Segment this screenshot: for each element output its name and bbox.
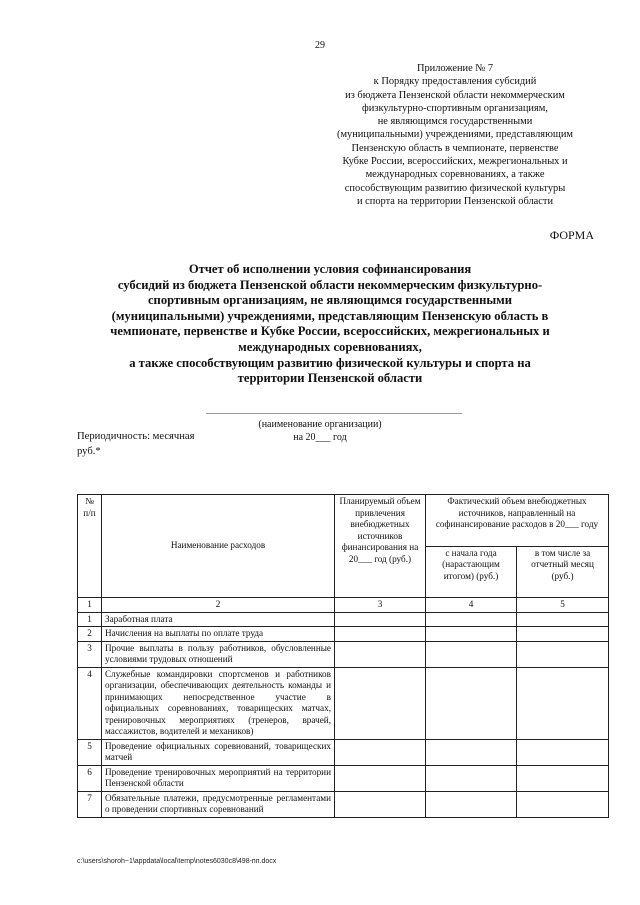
row-number: 6 [78,765,102,791]
row-expense-name: Проведение официальных соревнований, товарищеских матчей [102,739,335,765]
row-cumulative-cell[interactable] [426,627,517,642]
row-planned-cell[interactable] [335,667,426,739]
row-expense-name: Заработная плата [102,612,335,627]
appendix-header [315,62,595,208]
expenses-table [77,494,609,818]
row-expense-name: Начисления на выплаты по оплате труда [102,627,335,642]
title-line: международных соревнованиях, [238,339,422,354]
periodicity: Периодичность: месячная [77,431,195,442]
year-line: на 20___ год [293,432,347,443]
row-cumulative-cell[interactable] [426,612,517,627]
appendix-line: не являющимся государственными [377,116,533,128]
row-number: 5 [78,739,102,765]
row-number: 4 [78,667,102,739]
row-planned-cell[interactable] [335,612,426,627]
title-line: субсидий из бюджета Пензенской области некоммерческим физкультурно- [117,277,543,292]
table-row [78,667,609,739]
title-line: спортивным организациям, не являющимся государственными [147,293,513,308]
row-cumulative-cell[interactable] [426,739,517,765]
row-planned-cell[interactable] [335,765,426,791]
appendix-line: и спорта на территории Пензенской области [356,195,554,207]
row-month-cell[interactable] [517,612,609,627]
row-expense-name: Прочие выплаты в пользу работников, обусловленные условиями трудовых отношений [102,641,335,667]
table-row [78,765,609,791]
row-month-cell[interactable] [517,667,609,739]
appendix-line: способствующим развитию физической культуры [344,182,566,194]
table-row [78,627,609,642]
table-header-row [78,495,609,547]
table-row [78,791,609,817]
row-month-cell[interactable] [517,641,609,667]
table-row [78,641,609,667]
row-cumulative-cell[interactable] [426,667,517,739]
row-number: 3 [78,641,102,667]
title-line: Отчет об исполнении условия софинансирования [188,262,472,276]
row-number: 2 [78,627,102,642]
header-actual-month: в том числе за отчетный месяц (руб.) [517,546,609,598]
row-month-cell[interactable] [517,765,609,791]
row-month-cell[interactable] [517,627,609,642]
header-planned: Планируемый объем привлечения внебюджетных источников финансирования на 20___ год (руб.) [335,495,426,598]
row-expense-name: Проведение тренировочных мероприятий на территории Пензенской области [102,765,335,791]
page-number: 29 [315,40,325,51]
table-row [78,739,609,765]
row-month-cell[interactable] [517,791,609,817]
row-planned-cell[interactable] [335,739,426,765]
organization-caption-label: (наименование организации) [258,419,382,430]
appendix-line: из бюджета Пензенской области некоммерческим [345,89,565,101]
currency-unit: руб.* [77,446,101,457]
column-number: 5 [517,598,609,613]
row-cumulative-cell[interactable] [426,765,517,791]
column-number: 3 [335,598,426,613]
row-number: 1 [78,612,102,627]
title-line: а также способствующим развитию физической культуры и спорта на [129,355,531,370]
title-line: чемпионате, первенстве и Кубке России, всероссийских, межрегиональных и [110,324,550,339]
row-number: 7 [78,791,102,817]
appendix-line: физкультурно-спортивным организациям, [362,102,548,114]
row-cumulative-cell[interactable] [426,791,517,817]
row-month-cell[interactable] [517,739,609,765]
header-number: № п/п [78,495,102,598]
title-line: территории Пензенской области [237,371,423,386]
column-number: 4 [426,598,517,613]
column-number-row [78,598,609,613]
row-expense-name: Обязательные платежи, предусмотренные регламентами о проведении спортивных соревнований [102,791,335,817]
header-expense-name: Наименование расходов [102,495,335,598]
appendix-line: Пензенскую область в чемпионате, первенстве [351,142,559,154]
column-number: 1 [78,598,102,613]
appendix-line: Кубке России, всероссийских, межрегиональных и [342,156,568,168]
header-actual-cumulative: с начала года (нарастающим итогом) (руб.) [426,546,517,598]
appendix-line: (муниципальными) учреждениями, представляющим [337,129,573,141]
row-planned-cell[interactable] [335,641,426,667]
appendix-line: к Порядку предоставления субсидий [373,76,537,88]
table-row [78,612,609,627]
organization-name-line [206,413,462,414]
appendix-line: Приложение № 7 [416,63,494,74]
row-planned-cell[interactable] [335,627,426,642]
row-cumulative-cell[interactable] [426,641,517,667]
appendix-line: международных соревнованиях, а также [365,169,545,181]
column-number: 2 [102,598,335,613]
footer-file-path: c:\users\shoroh~1\appdata\local\temp\notes6030c8\498-пп.docx [77,858,277,865]
title-line: (муниципальными) учреждениями, представляющим Пензенскую область в [111,308,549,323]
row-expense-name: Служебные командировки спортсменов и работников организации, обеспечивающих деятельность команды и принимающих непосредственное участие в официальных соревнованиях, товарищеских матчах, тренировочных мероприятиях (тренеров, врачей, массажистов, водителей и механиков) [102,667,335,739]
report-title [60,262,600,387]
header-actual-group: Фактический объем внебюджетных источников, направленный на софинансирование расходов в 20___ году [426,495,609,547]
form-label: ФОРМА [549,228,594,242]
row-planned-cell[interactable] [335,791,426,817]
